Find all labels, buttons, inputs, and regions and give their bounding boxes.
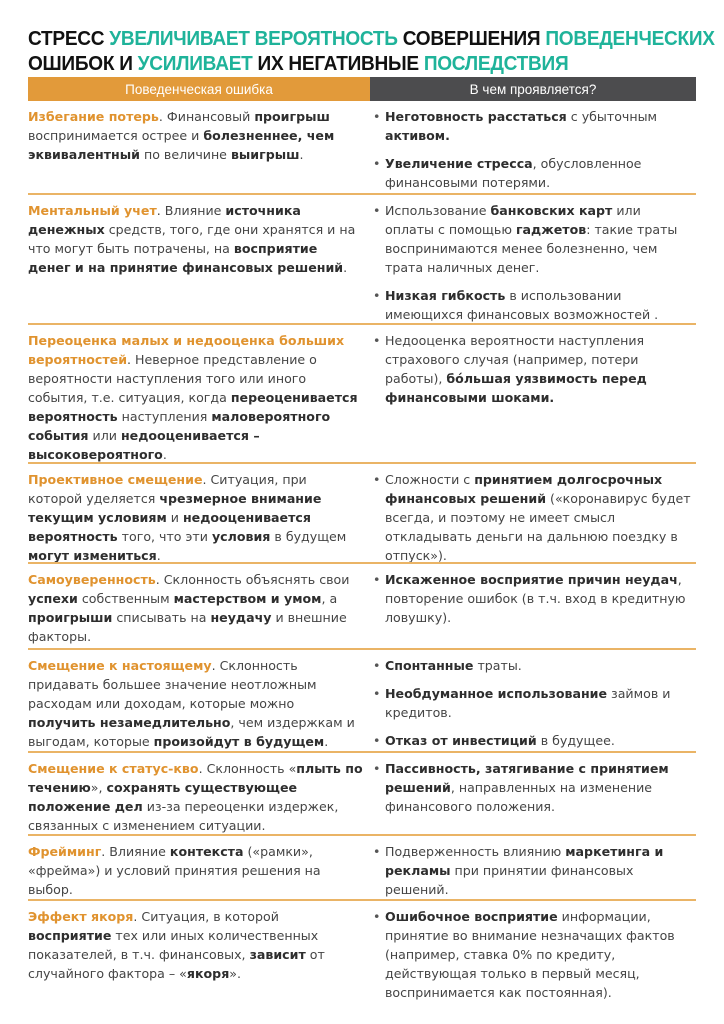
emphasis-text: успехи <box>28 591 78 606</box>
body-text: собственным <box>77 591 174 606</box>
error-term: Эффект якоря <box>28 909 134 924</box>
behavior-error-cell <box>28 907 363 983</box>
manifestation-bullet <box>372 842 692 899</box>
body-text: ». <box>229 966 241 981</box>
body-text: или оплаты с помощью <box>385 203 641 237</box>
header-behavior-error: Поведенческая ошибка <box>28 77 370 101</box>
emphasis-text: источника денежных <box>28 203 301 237</box>
body-text: . Ситуация, при которой уделяется <box>28 472 307 506</box>
body-text: . <box>156 548 161 563</box>
emphasis-text: плыть по течению <box>28 761 363 795</box>
emphasis-text: якоря <box>186 966 230 981</box>
body-text: списывать на <box>112 610 211 625</box>
manifestation-cell <box>372 907 692 1011</box>
manifestation-bullet <box>372 154 692 192</box>
body-text: воспринимается острее и <box>28 128 204 143</box>
body-text: и <box>166 510 183 525</box>
manifestation-cell <box>372 201 692 333</box>
body-text: от случайного фактора – « <box>28 947 325 981</box>
error-term: Избегание потерь <box>28 109 159 124</box>
emphasis-text: Спонтанные <box>385 658 474 673</box>
emphasis-text: недооценивается – высоковероятного <box>28 428 260 462</box>
emphasis-text: болезненнее, чем эквивалентный <box>28 128 335 162</box>
body-text: . Склонность придавать большее значение неотложным расходам или доходам, которые можно <box>28 658 317 711</box>
body-text: Подверженность влиянию <box>385 844 566 859</box>
emphasis-text: сохранять существующее положение дел <box>28 780 298 814</box>
emphasis-text: активом. <box>385 128 450 143</box>
emphasis-text: получить незамедлительно <box>28 715 231 730</box>
manifestation-bullet <box>372 107 692 145</box>
emphasis-text: мастерством и умом <box>173 591 322 606</box>
title-text: ОШИБОК И <box>28 52 138 75</box>
body-text: . <box>299 147 304 162</box>
body-text: информации, принятие во внимание незначащих фактов (например, ставка 0% по кредиту, действующая только в первый месяц, воспринимается как постоянная). <box>385 909 675 1000</box>
body-text: : такие траты воспринимаются менее болезненно, чем трата наличных денег. <box>385 222 678 275</box>
error-term: Переоценка малых и недооценка больших вероятностей <box>28 333 345 367</box>
title-highlight: ПОСЛЕДСТВИЯ <box>423 52 569 75</box>
emphasis-text: бóльшая уязвимость перед финансовыми шоками. <box>385 371 647 405</box>
manifestation-bullet <box>372 286 692 324</box>
emphasis-text: гаджетов <box>515 222 587 237</box>
emphasis-text: банковских карт <box>490 203 613 218</box>
emphasis-text: Отказ от инвестиций <box>385 733 537 748</box>
page-title <box>28 26 715 76</box>
behavior-error-cell <box>28 656 363 751</box>
body-text: . Неверное представление о вероятности наступления того или иного события, т.е. ситуация, когда <box>28 352 317 405</box>
body-text: , обусловленное финансовыми потерями. <box>385 156 642 190</box>
manifestation-cell <box>372 570 692 636</box>
body-text: . Ситуация, в которой <box>133 909 279 924</box>
title-text: ИХ НЕГАТИВНЫЕ <box>252 52 424 75</box>
body-text: в использовании имеющихся финансовых возможностей . <box>385 288 659 322</box>
emphasis-text: проигрыш <box>254 109 330 124</box>
body-text: . Влияние <box>156 203 226 218</box>
body-text: . Склонность объяснять свои <box>155 572 350 587</box>
body-text: . Финансовый <box>158 109 255 124</box>
body-text: в будущем <box>270 529 347 544</box>
emphasis-text: контекста <box>169 844 244 859</box>
emphasis-text: маловероятного события <box>28 409 331 443</box>
manifestation-bullet <box>372 907 692 1002</box>
error-term: Ментальный учет <box>28 203 157 218</box>
manifestation-bullet <box>372 656 692 675</box>
manifestation-bullet <box>372 331 692 407</box>
table-header <box>28 77 696 101</box>
behavior-error-cell <box>28 107 363 164</box>
emphasis-text: выигрыш <box>230 147 300 162</box>
table-row <box>28 193 696 325</box>
body-text: при принятии финансовых решений. <box>385 863 634 897</box>
emphasis-text: восприятие <box>28 928 112 943</box>
title-text: СТРЕСС <box>28 27 110 50</box>
body-text: . <box>324 734 329 749</box>
body-text: Сложности с <box>385 472 475 487</box>
body-text: наступления <box>117 409 212 424</box>
title-highlight: УСИЛИВАЕТ <box>137 52 253 75</box>
body-text: . <box>343 260 348 275</box>
table-row <box>28 562 696 650</box>
emphasis-text: условия <box>211 529 271 544</box>
emphasis-text: чрезмерное внимание текущим условиям <box>28 491 322 525</box>
manifestation-bullet <box>372 684 692 722</box>
manifestation-cell <box>372 331 692 416</box>
table-row <box>28 462 696 564</box>
emphasis-text: произойдут в будущем <box>153 734 325 749</box>
emphasis-text: зависит <box>249 947 306 962</box>
behavior-error-cell <box>28 759 363 835</box>
table-row <box>28 648 696 753</box>
error-term: Проективное смещение <box>28 472 203 487</box>
body-text: с убыточным <box>566 109 658 124</box>
behavior-error-cell <box>28 570 363 646</box>
emphasis-text: Ошибочное восприятие <box>385 909 558 924</box>
emphasis-text: переоценивается вероятность <box>28 390 358 424</box>
body-text: или <box>88 428 121 443</box>
body-text: и внешние факторы. <box>28 610 347 644</box>
title-highlight: УВЕЛИЧИВАЕТ ВЕРОЯТНОСТЬ <box>109 27 398 50</box>
manifestation-cell <box>372 656 692 759</box>
emphasis-text: могут измениться <box>28 548 157 563</box>
table-row <box>28 101 696 193</box>
body-text: («коронавирус будет всегда, и поэтому не имеет смысл откладывать деньги на дальнюю поездку в отпуск»). <box>385 491 691 563</box>
body-text: займов и кредитов. <box>385 686 671 720</box>
behavior-error-cell <box>28 470 363 565</box>
emphasis-text: Пассивность, затягивание с принятием решений <box>385 761 669 795</box>
manifestation-cell <box>372 759 692 825</box>
emphasis-text: неудачу <box>210 610 272 625</box>
body-text: , направленных на изменение финансового положения. <box>385 780 653 814</box>
header-manifestation: В чем проявляется? <box>370 77 696 101</box>
emphasis-text: Искаженное восприятие причин неудач <box>385 572 678 587</box>
behavior-error-cell <box>28 201 363 277</box>
table-row <box>28 323 696 464</box>
table-row <box>28 751 696 836</box>
body-text: . <box>162 447 167 462</box>
body-text: траты. <box>473 658 522 673</box>
manifestation-bullet <box>372 201 692 277</box>
emphasis-text: Необдуманное использование <box>385 686 608 701</box>
body-text: Недооценка вероятности наступления страхового случая (например, потери работы), <box>385 333 645 386</box>
manifestation-bullet <box>372 470 692 565</box>
error-term: Смещение к статус-кво <box>28 761 199 776</box>
behavior-errors-table <box>28 77 696 1000</box>
emphasis-text: проигрыши <box>28 610 113 625</box>
body-text: тех или иных количественных показателей, в т.ч. финансовых, <box>28 928 319 962</box>
manifestation-cell <box>372 470 692 574</box>
body-text: », <box>90 780 107 795</box>
behavior-error-cell <box>28 331 363 464</box>
manifestation-bullet <box>372 731 692 750</box>
manifestation-bullet <box>372 570 692 627</box>
body-text: . Склонность « <box>198 761 297 776</box>
emphasis-text: маркетинга и рекламы <box>385 844 664 878</box>
emphasis-text: восприятие денег и на принятие финансовых решений <box>28 241 344 275</box>
emphasis-text: Низкая гибкость <box>385 288 506 303</box>
manifestation-cell <box>372 107 692 201</box>
body-text: по величине <box>139 147 231 162</box>
body-text: средств, того, где они хранятся и на что могут быть потрачены, на <box>28 222 356 256</box>
emphasis-text: недооценивается вероятность <box>28 510 311 544</box>
body-text: того, что эти <box>117 529 212 544</box>
behavior-error-cell <box>28 842 363 899</box>
body-text: , а <box>321 591 338 606</box>
emphasis-text: Увеличение стресса <box>385 156 533 171</box>
manifestation-bullet <box>372 759 692 816</box>
error-term: Фрейминг <box>28 844 102 859</box>
table-row <box>28 834 696 901</box>
emphasis-text: Неготовность расстаться <box>385 109 567 124</box>
body-text: , чем издержкам и выгодам, которые <box>28 715 355 749</box>
title-highlight: ПОВЕДЕНЧЕСКИХ <box>545 27 715 50</box>
body-text: из-за переоценки издержек, связанных с изменением ситуации. <box>28 799 339 833</box>
body-text: , повторение ошибок (в т.ч. вход в кредитную ловушку). <box>385 572 686 625</box>
body-text: . Влияние <box>101 844 170 859</box>
table-row <box>28 899 696 1021</box>
body-text: («рамки», «фрейма») и условий принятия решения на выбор. <box>28 844 321 897</box>
error-term: Самоуверенность <box>28 572 156 587</box>
title-text: СОВЕРШЕНИЯ <box>397 27 546 50</box>
body-text: Использование <box>385 203 491 218</box>
error-term: Смещение к настоящему <box>28 658 212 673</box>
body-text: в будущее. <box>536 733 615 748</box>
emphasis-text: принятием долгосрочных финансовых решений <box>385 472 663 506</box>
